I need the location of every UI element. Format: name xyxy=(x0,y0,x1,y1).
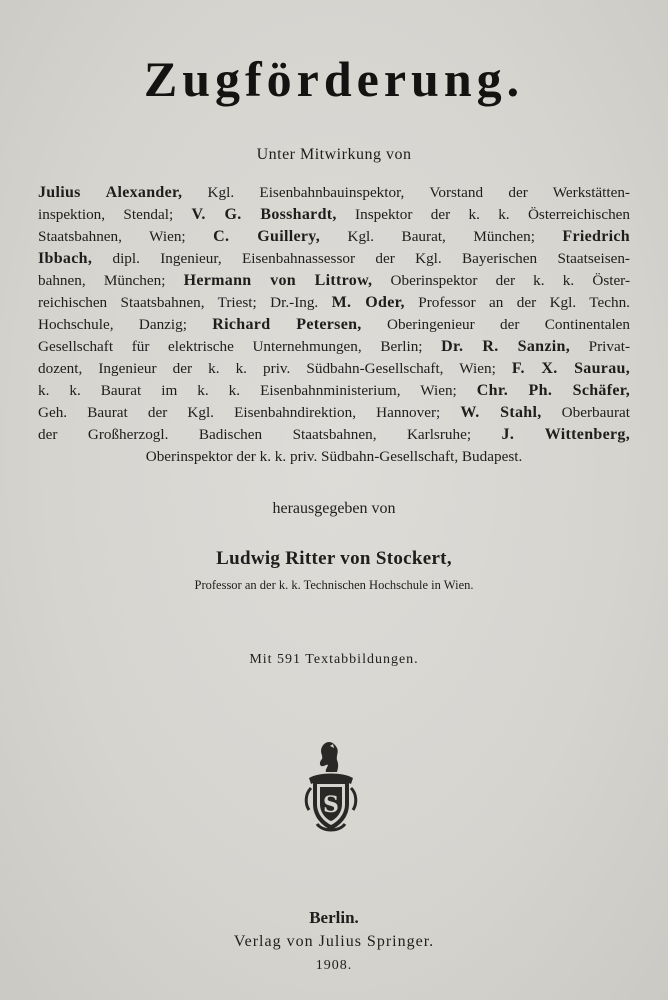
contributor-detail: der Großherzogl. Badischen Staatsbahnen, Karlsruhe; xyxy=(38,426,502,443)
contributors-line xyxy=(38,226,630,248)
cooperation-heading: Unter Mitwirkung von xyxy=(256,146,412,163)
contributor-detail: Staatsbahnen, Wien; xyxy=(38,228,214,245)
contributor-detail: Oberbaurat xyxy=(541,404,630,421)
contributor-name: Chr. Ph. Schäfer, xyxy=(476,382,630,399)
contributors-line xyxy=(38,402,630,424)
book-title: Zugförderung. xyxy=(143,51,525,107)
contributors-line xyxy=(38,270,630,292)
contributors-line xyxy=(38,424,630,446)
figures-note: Mit 591 Textabbildungen. xyxy=(249,652,419,667)
contributors-line xyxy=(38,204,630,226)
contributors-block xyxy=(38,182,630,468)
contributor-detail: dozent, Ingenieur der k. k. priv. Südbahn-Gesellschaft, Wien; xyxy=(38,360,512,377)
contributor-detail: Oberinspektor der k. k. priv. Südbahn-Gesellschaft, Budapest. xyxy=(145,448,523,465)
contributor-name: V. G. Bosshardt, xyxy=(191,206,337,223)
springer-knight-emblem-icon xyxy=(299,738,363,838)
contributors-line xyxy=(38,380,630,402)
contributor-detail: Privat- xyxy=(570,338,631,355)
contributors-line xyxy=(38,182,630,204)
contributor-detail: Oberinspektor der k. k. Öster- xyxy=(372,272,630,289)
publication-city: Berlin. xyxy=(309,908,359,927)
contributor-name: W. Stahl, xyxy=(460,404,542,421)
contributor-detail: Professor an der Kgl. Techn. xyxy=(404,294,630,311)
contributor-detail: k. k. Baurat im k. k. Eisenbahnministerium, Wien; xyxy=(38,382,477,399)
editor-affiliation: Professor an der k. k. Technischen Hochschule in Wien. xyxy=(194,578,474,592)
contributor-name: Friedrich xyxy=(562,228,630,245)
contributor-detail: inspektion, Stendal; xyxy=(38,206,192,223)
contributors-line xyxy=(38,446,630,468)
contributors-line xyxy=(38,336,630,358)
editor-name: Ludwig Ritter von Stockert, xyxy=(216,548,452,569)
contributor-detail: Geh. Baurat der Kgl. Eisenbahndirektion, Hannover; xyxy=(38,404,461,421)
contributor-name: Ibbach, xyxy=(38,250,93,267)
contributors-line xyxy=(38,292,630,314)
contributor-detail: bahnen, München; xyxy=(38,272,184,289)
contributor-name: F. X. Saurau, xyxy=(511,360,630,377)
contributor-detail: Kgl. Baurat, München; xyxy=(320,228,563,245)
publication-year: 1908. xyxy=(315,958,353,973)
contributor-name: Richard Petersen, xyxy=(212,316,362,333)
contributors-line xyxy=(38,248,630,270)
contributor-detail: Kgl. Eisenbahnbauinspektor, Vorstand der Werkstätten- xyxy=(182,184,630,201)
contributor-detail: Inspektor der k. k. Österreichischen xyxy=(336,206,630,223)
contributor-name: Dr. R. Sanzin, xyxy=(441,338,571,355)
contributor-name: Hermann von Littrow, xyxy=(183,272,373,289)
contributor-detail: Gesellschaft für elektrische Unternehmungen, Berlin; xyxy=(38,338,442,355)
svg-text:S: S xyxy=(323,792,339,818)
publisher-line: Verlag von Julius Springer. xyxy=(233,933,435,950)
contributor-detail: reichischen Staatsbahnen, Triest; Dr.-Ing. xyxy=(38,294,332,311)
contributor-name: Julius Alexander, xyxy=(38,184,183,201)
contributor-detail: Hochschule, Danzig; xyxy=(38,316,213,333)
contributors-line xyxy=(38,314,630,336)
edited-by-label: herausgegeben von xyxy=(272,500,396,517)
contributor-detail: dipl. Ingenieur, Eisenbahnassessor der Kgl. Bayerischen Staatseisen- xyxy=(92,250,630,267)
contributors-line xyxy=(38,358,630,380)
contributor-name: C. Guillery, xyxy=(213,228,320,245)
contributor-name: J. Wittenberg, xyxy=(501,426,630,443)
contributor-name: M. Oder, xyxy=(331,294,405,311)
contributor-detail: Oberingenieur der Continentalen xyxy=(361,316,631,333)
